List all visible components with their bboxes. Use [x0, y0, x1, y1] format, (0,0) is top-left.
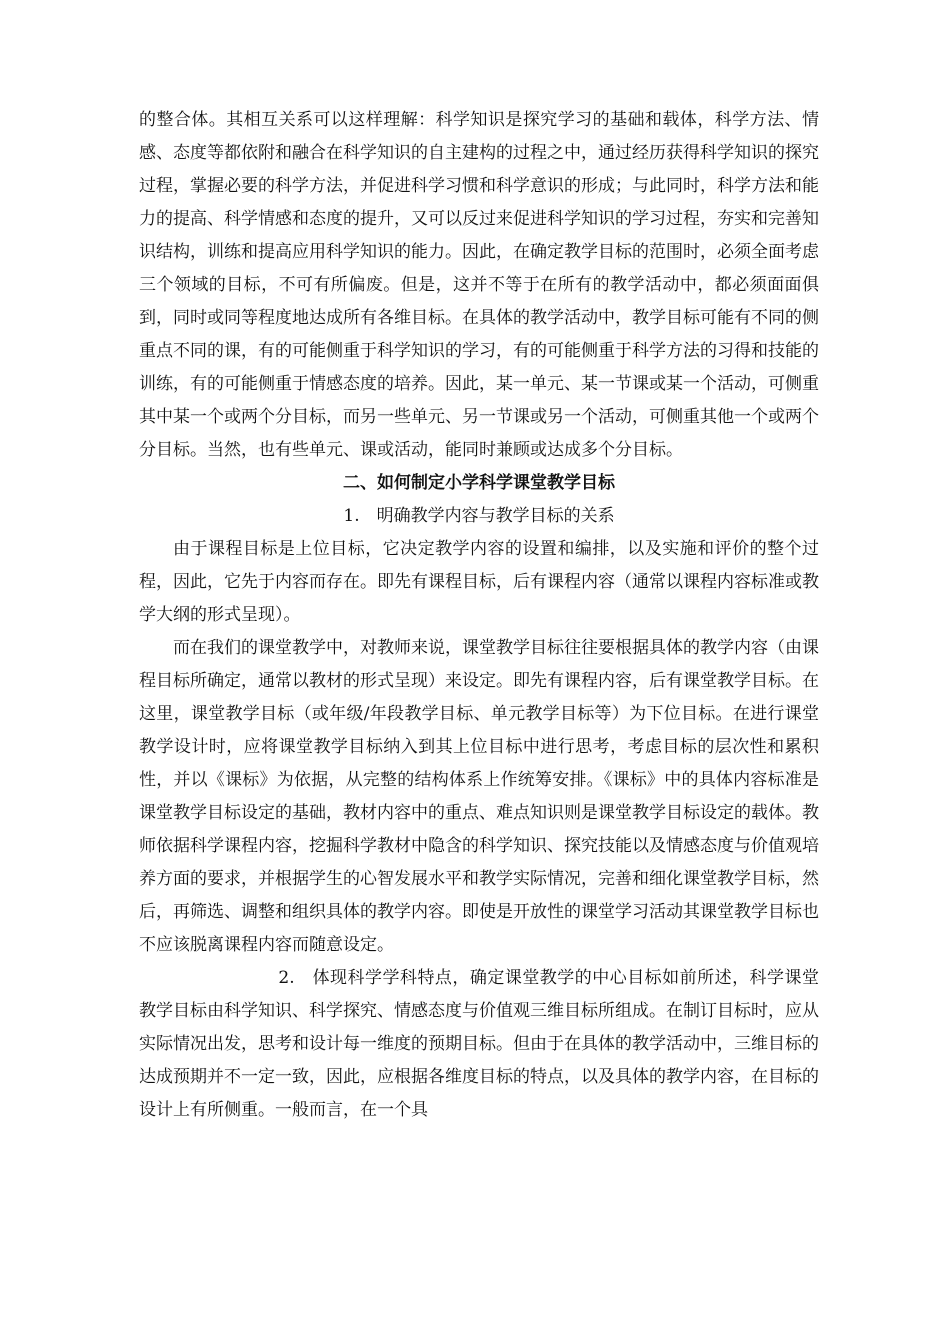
body-paragraph-4: 2. 体现科学学科特点，确定课堂教学的中心目标如前所述，科学课堂教学目标由科学知识、科学探究、情感态度与价值观三维目标所组成。在制订目标时，应从实际情况出发，思考和设计每一维度的预期目标。但由于在具体的教学活动中，三维目标的达成预期并不一定一致，因此，应根据各维度目标的特点，以及具体的教学内容，在目标的设计上有所侧重。一般而言，在一个具 — [139, 968, 819, 1120]
body-paragraph-1: 的整合体。其相互关系可以这样理解：科学知识是探究学习的基础和载体，科学方法、情感、态度等都依附和融合在科学知识的自主建构的过程之中，通过经历获得科学知识的探究过程，掌握必要的科学方法，并促进科学习惯和科学意识的形成；与此同时，科学方法和能力的提高、科学情感和态度的提升，又可以反过来促进科学知识的学习过程，夯实和完善知识结构，训练和提高应用科学知识的能力。因此，在确定教学目标的范围时，必须全面考虑三个领域的目标，不可有所偏废。但是，这并不等于在所有的教学活动中，都必须面面俱到，同时或同等程度地达成所有各维目标。在具体的教学活动中，教学目标可能有不同的侧重点不同的课，有的可能侧重于科学知识的学习，有的可能侧重于科学方法的习得和技能的训练，有的可能侧重于情感态度的培养。因此，某一单元、某一节课或某一个活动，可侧重其中某一个或两个分目标，而另一些单元、另一节课或另一个活动，可侧重其他一个或两个分目标。当然，也有些单元、课或活动，能同时兼顾或达成多个分目标。 — [139, 110, 819, 460]
subsection-heading-1: 1. 明确教学内容与教学目标的关系 — [343, 506, 615, 526]
document-page — [139, 104, 819, 1127]
body-paragraph-2: 由于课程目标是上位目标，它决定教学内容的设置和编排，以及实施和评价的整个过程，因此，它先于内容而存在。即先有课程目标，后有课程内容（通常以课程内容标准或教学大纲的形式呈现）。 — [139, 539, 819, 625]
section-heading: 二、如何制定小学科学课堂教学目标 — [343, 473, 615, 493]
body-paragraph-3: 而在我们的课堂教学中，对教师来说，课堂教学目标往往要根据具体的教学内容（由课程目标所确定，通常以教材的形式呈现）来设定。即先有课程内容，后有课堂教学目标。在这里，课堂教学目标（或年级/年段教学目标、单元教学目标等）为下位目标。在进行课堂教学设计时，应将课堂教学目标纳入到其上位目标中进行思考，考虑目标的层次性和累积性，并以《课标》为依据，从完整的结构体系上作统筹安排。《课标》中的具体内容标准是课堂教学目标设定的基础，教材内容中的重点、难点知识则是课堂教学目标设定的载体。教师依据科学课程内容，挖掘科学教材中隐含的科学知识、探究技能以及情感态度与价值观培养方面的要求，并根据学生的心智发展水平和教学实际情况，完善和细化课堂教学目标，然后，再筛选、调整和组织具体的教学内容。即使是开放性的课堂学习活动其课堂教学目标也不应该脱离课程内容而随意设定。 — [139, 638, 819, 955]
